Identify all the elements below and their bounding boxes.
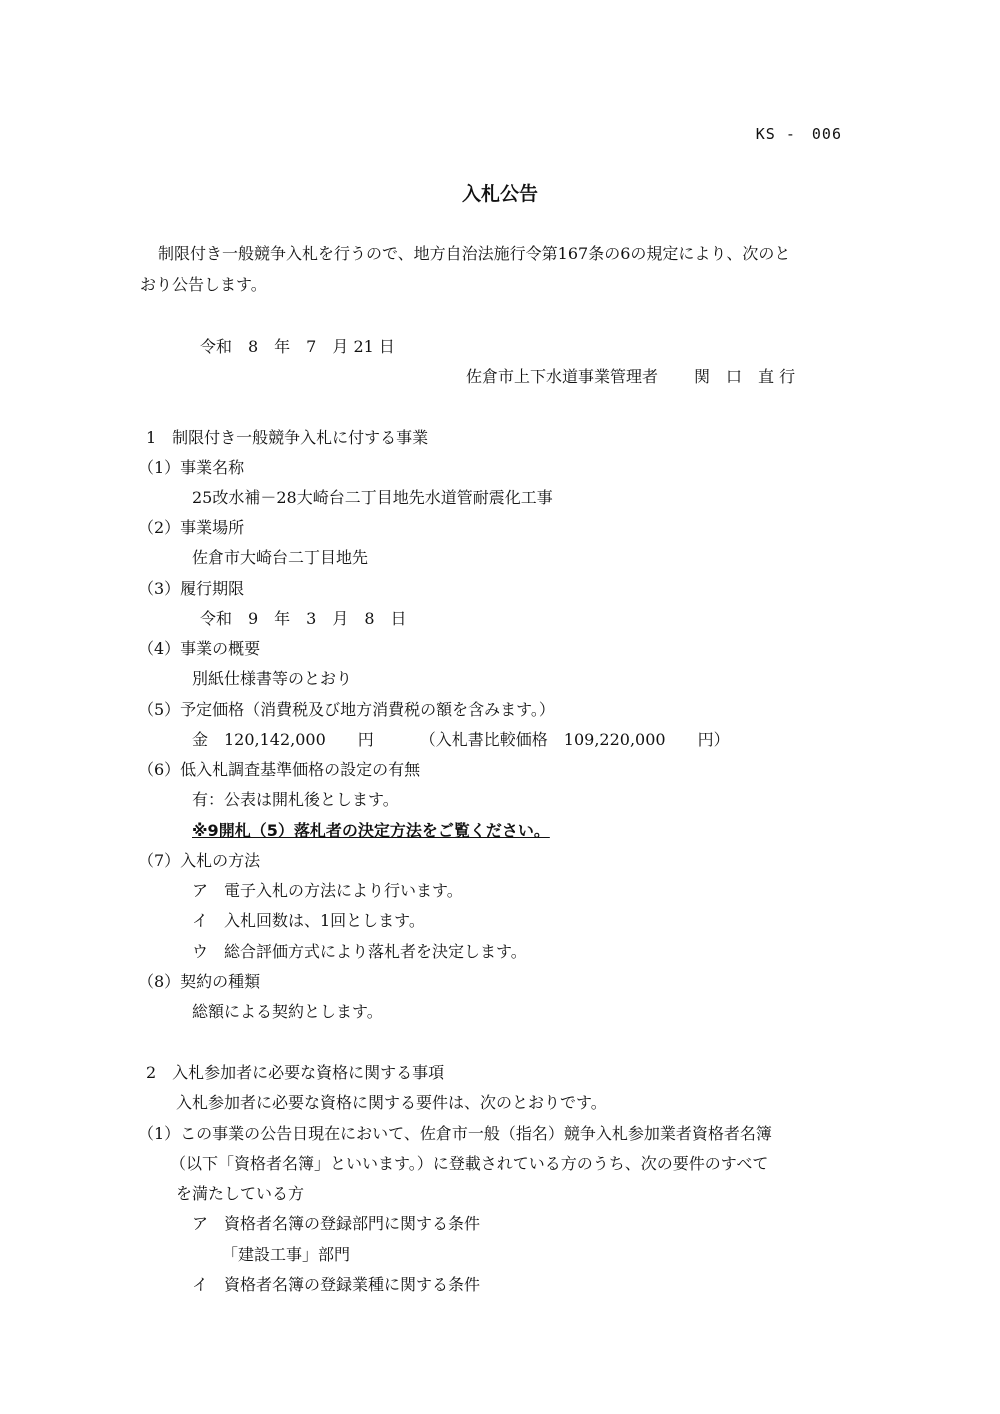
- notice-date: 令和 8 年 7 月 21 日: [200, 337, 395, 356]
- comparison-price: （入札書比較価格 109,220,000 円）: [419, 730, 730, 749]
- item-1-label: （1）事業名称: [138, 458, 245, 477]
- document-number: KS - 006: [755, 125, 842, 143]
- item-4-label: （4）事業の概要: [138, 639, 261, 658]
- item-7-c: ウ 総合評価方式により落札者を決定します。: [192, 942, 527, 961]
- condition-a-label: ア 資格者名簿の登録部門に関する条件: [192, 1214, 481, 1233]
- item-5-label: （5）予定価格（消費税及び地方消費税の額を含みます。）: [138, 700, 555, 719]
- issuer-org: 佐倉市上下水道事業管理者: [466, 367, 659, 386]
- item-3-label: （3）履行期限: [138, 579, 245, 598]
- section-2-para-1-line-2: （以下「資格者名簿」といいます。）に登載されている方のうち、次の要件のすべて: [170, 1154, 769, 1173]
- issuer-name: 関 口 直 行: [694, 367, 796, 386]
- item-7-a: ア 電子入札の方法により行います。: [192, 881, 463, 900]
- item-2-label: （2）事業場所: [138, 518, 245, 537]
- intro-line-2: おり公告します。: [140, 275, 267, 294]
- item-6-value: 有：公表は開札後とします。: [192, 790, 399, 809]
- scheduled-price: 金 120,142,000 円: [192, 730, 374, 749]
- item-8-value: 総額による契約とします。: [192, 1002, 383, 1021]
- condition-a-value: 「建設工事」部門: [222, 1245, 351, 1264]
- item-3-value: 令和 9 年 3 月 8 日: [200, 609, 407, 628]
- section-1-heading: 1 制限付き一般競争入札に付する事業: [146, 428, 429, 447]
- item-4-value: 別紙仕様書等のとおり: [192, 669, 353, 688]
- section-2-intro: 入札参加者に必要な資格に関する要件は、次のとおりです。: [176, 1093, 607, 1112]
- item-6-note: ※9開札（5）落札者の決定方法をご覧ください。: [192, 821, 550, 840]
- issuer-line: [466, 367, 795, 387]
- item-7-b: イ 入札回数は、1回とします。: [192, 911, 425, 930]
- section-2-para-1-line-3: を満たしている方: [176, 1184, 305, 1203]
- item-2-value: 佐倉市大崎台二丁目地先: [192, 548, 369, 567]
- page-title: 入札公告: [461, 183, 538, 205]
- intro-line-1: 制限付き一般競争入札を行うので、地方自治法施行令第167条の6の規定により、次のと: [158, 244, 791, 263]
- item-7-label: （7）入札の方法: [138, 851, 261, 870]
- section-2-heading: 2 入札参加者に必要な資格に関する事項: [146, 1063, 445, 1082]
- item-8-label: （8）契約の種類: [138, 972, 261, 991]
- section-2-para-1-line-1: （1）この事業の公告日現在において、佐倉市一般（指名）競争入札参加業者資格者名簿: [138, 1124, 772, 1143]
- item-6-label: （6）低入札調査基準価格の設定の有無: [138, 760, 421, 779]
- item-1-value: 25改水補－28大崎台二丁目地先水道管耐震化工事: [192, 488, 553, 507]
- condition-b-label: イ 資格者名簿の登録業種に関する条件: [192, 1275, 481, 1294]
- item-5-price-line: [192, 730, 730, 750]
